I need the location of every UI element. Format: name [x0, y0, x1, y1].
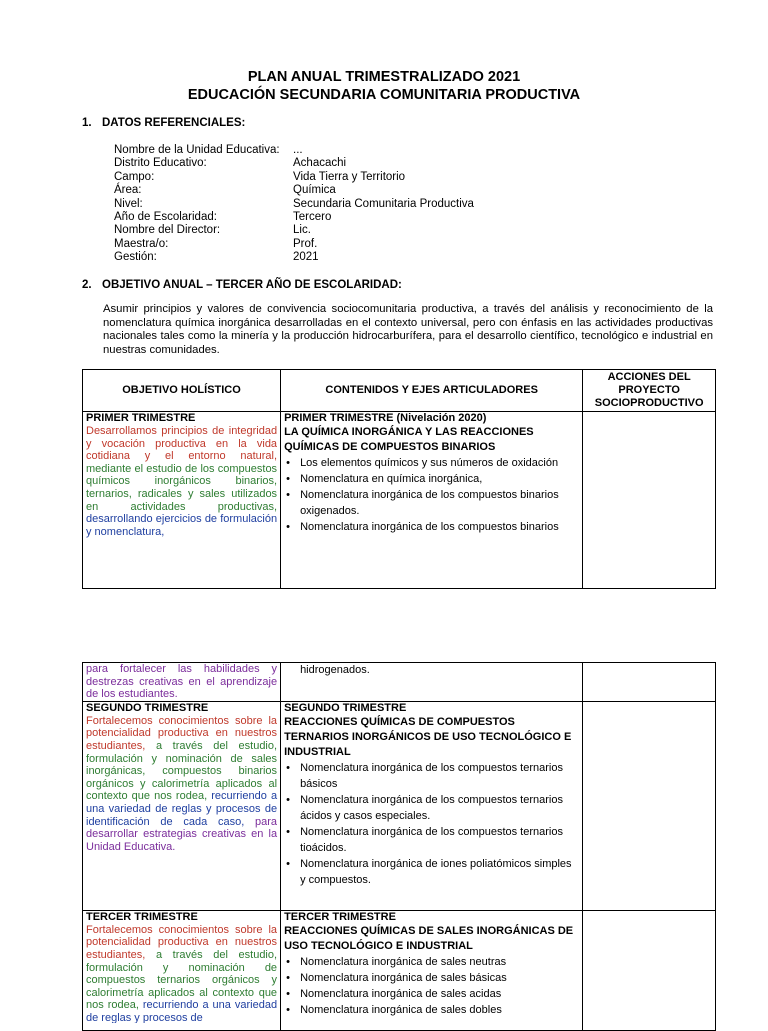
table-row-primer-trimestre-cont [83, 663, 716, 702]
content-cell-inner [284, 911, 579, 1023]
header-objetivo-holistico: OBJETIVO HOLÍSTICO [83, 370, 281, 412]
header-contenidos: CONTENIDOS Y EJES ARTICULADORES [281, 370, 583, 412]
list-item: • Nomenclatura inorgánica de los compuestos binarios [300, 519, 579, 535]
trimester-label: SEGUNDO TRIMESTRE [86, 701, 209, 714]
reference-value: Química [293, 184, 336, 197]
section-number: 2. [82, 279, 92, 291]
reference-value: 2021 [293, 251, 319, 264]
reference-value: Achacachi [293, 157, 347, 170]
reference-value: Tercero [293, 211, 332, 224]
section-label: OBJETIVO ANUAL – TERCER AÑO DE ESCOLARIDAD: [102, 279, 402, 291]
reference-row [114, 224, 474, 237]
actions-cell [583, 663, 716, 702]
plan-table-part-1 [82, 369, 716, 589]
content-subtitle: LA QUÍMICA INORGÁNICA Y LAS REACCIONES QUÍMICAS DE COMPUESTOS BINARIOS [284, 426, 534, 453]
actions-cell [583, 910, 716, 1030]
list-item: • Nomenclatura inorgánica de sales acidas [300, 986, 579, 1002]
list-item: • Nomenclatura inorgánica de los compuestos binarios oxigenados. [300, 487, 579, 519]
objective-saber: a través del estudio, formulación y nominación de sales inorgánicas, compuestos binarios orgánicos y calorimetría aplicados al contexto que nos rodea, [86, 739, 278, 803]
content-cell [281, 412, 583, 589]
reference-key: Nombre de la Unidad Educativa: [114, 144, 280, 156]
list-item-continued: hidrogenados. [300, 664, 370, 676]
reference-value: Vida Tierra y Territorio [293, 170, 406, 183]
reference-data-list [114, 144, 474, 265]
objective-cell [83, 412, 281, 589]
trimester-content-label: TERCER TRIMESTRE [284, 910, 396, 923]
table-header-row [83, 370, 716, 412]
trimester-label: PRIMER TRIMESTRE [86, 412, 196, 424]
section-label: DATOS REFERENCIALES: [102, 117, 246, 129]
reference-key: Gestión: [114, 251, 157, 264]
objective-saber: a través del estudio, formulación y nominación de compuestos ternarios orgánicos y calorimetría aplicados al contexto que nos rodea, [86, 948, 278, 1012]
reference-key: Área: [114, 184, 142, 197]
table-row-segundo-trimestre [83, 701, 716, 910]
content-subtitle: REACCIONES QUÍMICAS DE SALES INORGÁNICAS DE USO TECNOLÓGICO E INDUSTRIAL [284, 924, 574, 952]
actions-cell [583, 701, 716, 910]
header-acciones: ACCIONES DEL PROYECTO SOCIOPRODUCTIVO [583, 370, 716, 412]
objective-ser: Fortalecemos conocimientos sobre la potencialidad productiva en nuestros estudiantes, [86, 714, 278, 752]
list-item: • Nomenclatura en química inorgánica, [300, 471, 579, 487]
objective-hacer: desarrollando ejercicios de formulación y nomenclatura, [86, 513, 278, 538]
reference-row [114, 211, 474, 224]
objective-cell [83, 910, 281, 1030]
reference-value: Lic. [293, 224, 311, 237]
objective-ser: Desarrollamos principios de integridad y vocación productiva en la vida cotidiana y el entorno natural, [86, 425, 278, 463]
section-number: 1. [82, 117, 92, 129]
reference-row [114, 144, 474, 157]
objective-hacer: recurriendo a una variedad de reglas y procesos de identificación de cada caso, [86, 790, 278, 828]
section-objetivo-anual [82, 279, 402, 291]
trimester-content-label: PRIMER TRIMESTRE (Nivelación 2020) [284, 412, 487, 424]
document-subtitle: EDUCACIÓN SECUNDARIA COMUNITARIA PRODUCTIVA [187, 87, 581, 103]
reference-row [114, 171, 474, 184]
reference-key: Nombre del Director: [114, 224, 221, 237]
annual-objective-paragraph: Asumir principios y valores de convivencia sociocomunitaria productiva, a través del análisis y reconocimiento de la nomenclatura química inorgánica desarrolladas en el contexto universal, pero con énfasis en las actividades productivas nacionales tales como la minería y la producción hidrocarburífera, para el desarrollo científico, tecnológico e industrial en nuestras comunidades. [103, 303, 713, 356]
content-list [284, 455, 579, 535]
reference-key: Distrito Educativo: [114, 157, 207, 170]
list-item: • Nomenclatura inorgánica de los compuestos ternarios básicos [300, 760, 579, 792]
content-subtitle: REACCIONES QUÍMICAS DE COMPUESTOS TERNARIOS INORGÁNICOS DE USO TECNOLÓGICO E INDUSTRIAL [284, 715, 572, 758]
plan-table-part-2 [82, 662, 716, 1031]
reference-row [114, 157, 474, 170]
actions-cell [583, 412, 716, 589]
reference-value: Prof. [293, 237, 318, 250]
reference-row [114, 251, 474, 264]
reference-key: Campo: [114, 170, 155, 183]
content-list [284, 760, 579, 888]
objective-decidir: para fortalecer las habilidades y destrezas creativas en el aprendizaje de los estudiantes. [86, 663, 278, 701]
content-cell [281, 663, 583, 702]
table-row-primer-trimestre [83, 412, 716, 589]
reference-key: Maestra/o: [114, 237, 169, 250]
reference-key: Año de Escolaridad: [114, 211, 217, 224]
content-cell [281, 701, 583, 910]
reference-row [114, 238, 474, 251]
objective-cell [83, 701, 281, 910]
list-item: • Nomenclatura inorgánica de iones poliatómicos simples y compuestos. [300, 856, 579, 888]
list-item: • Nomenclatura inorgánica de los compuestos ternarios tioácidos. [300, 824, 579, 856]
list-item: • Los elementos químicos y sus números de oxidación [300, 455, 579, 471]
reference-row [114, 198, 474, 211]
content-cell [281, 910, 583, 1030]
objective-hacer: recurriendo a una variedad de reglas y procesos de [86, 999, 278, 1023]
list-item: • Nomenclatura inorgánica de los compuestos ternarios ácidos y casos especiales. [300, 792, 579, 824]
content-list [284, 954, 579, 1018]
list-item: • Nomenclatura inorgánica de sales básicas [300, 970, 579, 986]
objective-cell [83, 663, 281, 702]
trimester-content-label: SEGUNDO TRIMESTRE [284, 701, 407, 714]
document-title: PLAN ANUAL TRIMESTRALIZADO 2021 [247, 69, 521, 85]
objective-ser: Fortalecemos conocimientos sobre la potencialidad productiva en nuestros estudiantes, [86, 923, 278, 961]
list-item: • Nomenclatura inorgánica de sales dobles [300, 1002, 579, 1018]
reference-value: Secundaria Comunitaria Productiva [293, 197, 474, 210]
holistic-objective-text [86, 425, 277, 538]
objective-saber: mediante el estudio de los compuestos químicos inorgánicos binarios, ternarios, radicales y sales utilizados en actividades productivas, [86, 462, 278, 513]
reference-key: Nivel: [114, 197, 143, 210]
reference-row [114, 184, 474, 197]
objective-cell-content [86, 412, 277, 588]
reference-value: ... [293, 144, 303, 156]
objective-decidir: para desarrollar estrategias creativas en la Unidad Educativa. [86, 815, 278, 853]
holistic-objective-text [86, 924, 277, 1023]
list-item: • Nomenclatura inorgánica de sales neutras [300, 954, 579, 970]
trimester-label: TERCER TRIMESTRE [86, 910, 198, 923]
table-row-tercer-trimestre [83, 910, 716, 1030]
objective-cell-content [86, 911, 277, 1023]
holistic-objective-text [86, 715, 277, 854]
section-datos-referenciales [82, 117, 245, 129]
